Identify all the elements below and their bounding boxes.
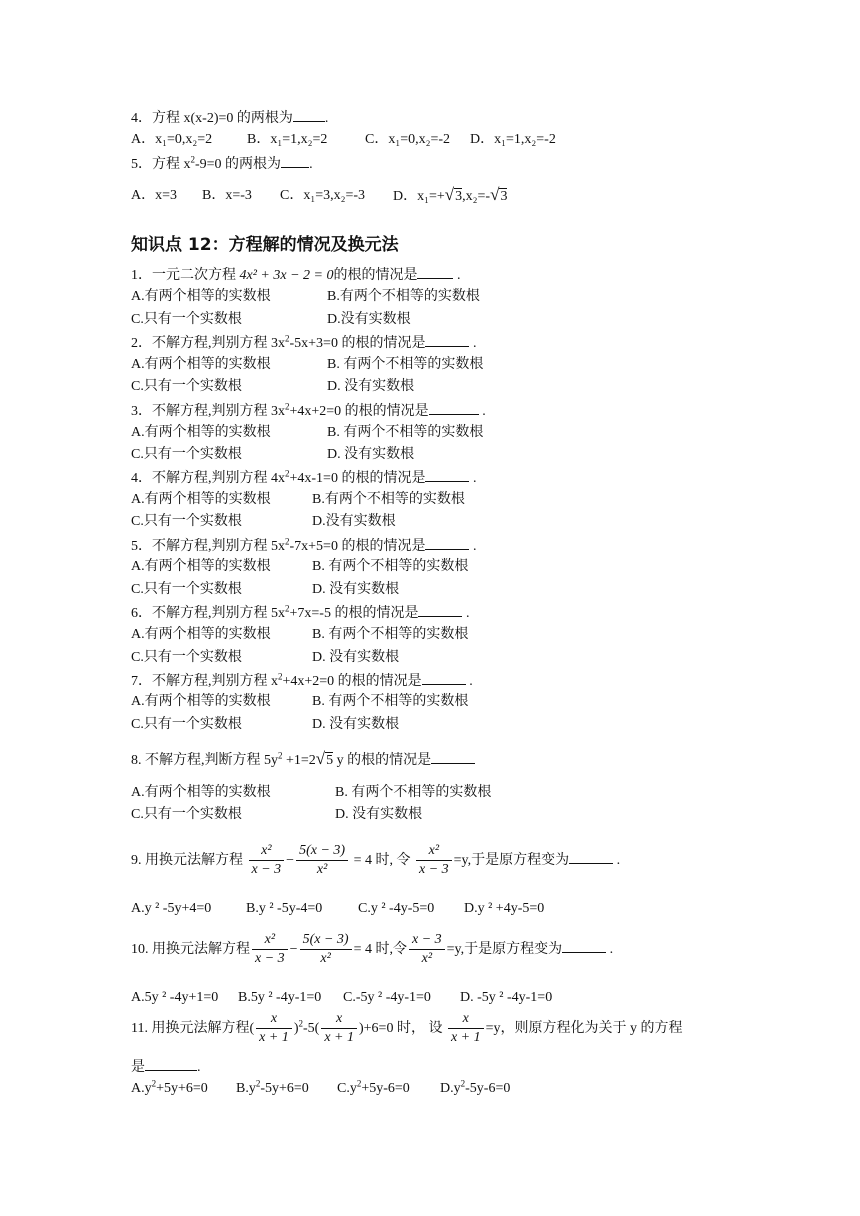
q5-option-c: C．x₁=3,x₂=-3 bbox=[280, 188, 366, 203]
answer-blank[interactable] bbox=[425, 333, 469, 347]
k10-option-b: B.5y ² -4y-1=0 bbox=[238, 990, 322, 1005]
k4-option-d: D.没有实数根 bbox=[312, 514, 396, 529]
k9-option-b: B.y ² -5y-4=0 bbox=[246, 901, 323, 916]
k10-option-d: D. -5y ² -4y-1=0 bbox=[460, 990, 553, 1005]
q5-option-d: D．x₁=+√3,x₂=-√3 bbox=[393, 185, 508, 204]
k7-option-a: A.有两个相等的实数根 bbox=[131, 694, 271, 709]
k6-option-d: D. 没有实数根 bbox=[312, 650, 400, 665]
q5-option-a: A．x=3 bbox=[131, 188, 178, 203]
answer-blank[interactable] bbox=[425, 468, 469, 482]
k1-option-d: D.没有实数根 bbox=[327, 312, 411, 327]
question-4-stem: 4．方程 x(x-2)=0 的两根为 . bbox=[131, 108, 328, 128]
k7-option-c: C.只有一个实数根 bbox=[131, 717, 242, 732]
fraction: $\frac{5(x - 3)}{\text{x²}}$ bbox=[300, 931, 352, 968]
answer-blank[interactable] bbox=[431, 750, 475, 764]
k1-stem: 1．一元二次方程 4x² + 3x − 2 = 0的根的情况是 . bbox=[131, 265, 460, 285]
k2-option-d: D. 没有实数根 bbox=[327, 379, 415, 394]
k5-option-b: B. 有两个不相等的实数根 bbox=[312, 559, 469, 574]
k5-option-d: D. 没有实数根 bbox=[312, 582, 400, 597]
k10-stem: 10. 用换元法解方程 $\frac{\text{x²}}{x - 3}$ − $\frac{5(x - 3)}{\text{x²}}$ = 4 时,令 $\frac{x - 3}{\text{x²}}$ =y,于是原方程变为 . bbox=[131, 932, 614, 967]
k9-option-a: A.y ² -5y+4=0 bbox=[131, 901, 212, 916]
fraction: $\frac{5(x - 3)}{\text{x²}}$ bbox=[296, 842, 348, 879]
k10-option-a: A.5y ² -4y+1=0 bbox=[131, 990, 219, 1005]
k11-option-b: $B.y^2-5y+6=0$ bbox=[236, 1078, 309, 1096]
question-5-stem: 5．方程 $x^2-9=0$ 的两根为 . bbox=[131, 154, 313, 172]
sqrt-icon: √ bbox=[315, 749, 326, 768]
q5-option-b: B．x=-3 bbox=[202, 188, 252, 203]
k5-option-c: C.只有一个实数根 bbox=[131, 582, 242, 597]
k3-option-b: B. 有两个不相等的实数根 bbox=[327, 425, 484, 440]
k9-option-d: D.y ² +4y-5=0 bbox=[464, 901, 545, 916]
answer-blank[interactable] bbox=[281, 154, 309, 168]
fraction: $\frac{x}{x + 1}$ bbox=[448, 1010, 484, 1047]
k6-option-a: A.有两个相等的实数根 bbox=[131, 627, 271, 642]
fraction: $\frac{\text{x²}}{x - 3}$ bbox=[249, 842, 285, 879]
k1-option-b: B.有两个不相等的实数根 bbox=[327, 289, 480, 304]
k6-stem: 6．不解方程,判别方程 $5x^2+7x=-5$ 的根的情况是 . bbox=[131, 603, 470, 621]
k2-option-c: C.只有一个实数根 bbox=[131, 379, 242, 394]
fraction: $\frac{x - 3}{\text{x²}}$ bbox=[409, 931, 445, 968]
q4-option-a: A．x₁=0,x₂=2 bbox=[131, 132, 213, 147]
k11-stem: 11. 用换元法解方程( $\frac{x}{x + 1}$ )$^2$-5( $\frac{x}{x + 1}$ )+6=0 时， 设 $\frac{x}{x + 1}$ =y，则原方程化为关于 y 的方程 bbox=[131, 1011, 683, 1046]
fraction: $\frac{\text{x²}}{x - 3}$ bbox=[252, 931, 288, 968]
k3-option-c: C.只有一个实数根 bbox=[131, 447, 242, 462]
k8-option-b: B. 有两个不相等的实数根 bbox=[335, 785, 492, 800]
q4-option-c: C．x₁=0,x₂=-2 bbox=[365, 132, 451, 147]
k4-option-b: B.有两个不相等的实数根 bbox=[312, 492, 465, 507]
section-heading: 知识点 12：方程解的情况及换元法 bbox=[131, 235, 399, 255]
k2-stem: 2．不解方程,判别方程 $3x^2-5x+3=0$ 的根的情况是 . bbox=[131, 333, 477, 351]
k8-option-a: A.有两个相等的实数根 bbox=[131, 785, 271, 800]
k8-option-c: C.只有一个实数根 bbox=[131, 807, 242, 822]
answer-blank[interactable] bbox=[425, 536, 469, 550]
k10-option-c: C.-5y ² -4y-1=0 bbox=[343, 990, 431, 1005]
k11-stem-line2: 是 . bbox=[131, 1057, 201, 1077]
sqrt-icon: √ bbox=[444, 185, 455, 204]
sqrt-icon: √ bbox=[490, 185, 500, 204]
k3-option-a: A.有两个相等的实数根 bbox=[131, 425, 271, 440]
k3-option-d: D. 没有实数根 bbox=[327, 447, 415, 462]
k7-option-d: D. 没有实数根 bbox=[312, 717, 400, 732]
q4-option-b: B．x₁=1,x₂=2 bbox=[247, 132, 328, 147]
k11-option-d: $D.y^2-5y-6=0$ bbox=[440, 1078, 511, 1096]
k2-option-b: B. 有两个不相等的实数根 bbox=[327, 357, 484, 372]
answer-blank[interactable] bbox=[417, 265, 453, 279]
k8-option-d: D. 没有实数根 bbox=[335, 807, 423, 822]
k11-option-a: $A.y^2+5y+6=0$ bbox=[131, 1078, 208, 1096]
k5-stem: 5．不解方程,判别方程 $5x^2-7x+5=0$ 的根的情况是 . bbox=[131, 536, 477, 554]
k4-option-a: A.有两个相等的实数根 bbox=[131, 492, 271, 507]
k5-option-a: A.有两个相等的实数根 bbox=[131, 559, 271, 574]
k9-option-c: C.y ² -4y-5=0 bbox=[358, 901, 435, 916]
q4-option-d: D．x₁=1,x₂=-2 bbox=[470, 132, 556, 147]
k1-option-a: A.有两个相等的实数根 bbox=[131, 289, 271, 304]
k9-stem: 9. 用换元法解方程 $\frac{\text{x²}}{x - 3}$ − $\frac{5(x - 3)}{\text{x²}}$ = 4 时, 令 $\frac{\text{x²}}{x - 3}$ =y,于是原方程变为 . bbox=[131, 843, 621, 878]
answer-blank[interactable] bbox=[562, 939, 606, 953]
answer-blank[interactable] bbox=[145, 1057, 197, 1071]
fraction: $\frac{x}{x + 1}$ bbox=[256, 1010, 292, 1047]
k11-option-c: $C.y^2+5y-6=0$ bbox=[337, 1078, 410, 1096]
fraction: $\frac{\text{x²}}{x - 3}$ bbox=[416, 842, 452, 879]
k7-option-b: B. 有两个不相等的实数根 bbox=[312, 694, 469, 709]
fraction: $\frac{x}{x + 1}$ bbox=[321, 1010, 357, 1047]
answer-blank[interactable] bbox=[422, 671, 466, 685]
k3-stem: 3．不解方程,判别方程 $3x^2+4x+2=0$ 的根的情况是 . bbox=[131, 401, 486, 419]
k6-option-c: C.只有一个实数根 bbox=[131, 650, 242, 665]
k1-option-c: C.只有一个实数根 bbox=[131, 312, 242, 327]
k7-stem: 7．不解方程,判别方程 $x^2+4x+2=0$ 的根的情况是 . bbox=[131, 671, 473, 689]
answer-blank[interactable] bbox=[293, 108, 325, 122]
k4-option-c: C.只有一个实数根 bbox=[131, 514, 242, 529]
answer-blank[interactable] bbox=[418, 603, 462, 617]
k6-option-b: B. 有两个不相等的实数根 bbox=[312, 627, 469, 642]
answer-blank[interactable] bbox=[429, 401, 479, 415]
k2-option-a: A.有两个相等的实数根 bbox=[131, 357, 271, 372]
k4-stem: 4．不解方程,判别方程 $4x^2+4x-1=0$ 的根的情况是 . bbox=[131, 468, 477, 486]
k8-stem: 8. 不解方程,判断方程 $5y^2 +1=2√5$ y 的根的情况是 bbox=[131, 750, 475, 770]
answer-blank[interactable] bbox=[569, 850, 613, 864]
